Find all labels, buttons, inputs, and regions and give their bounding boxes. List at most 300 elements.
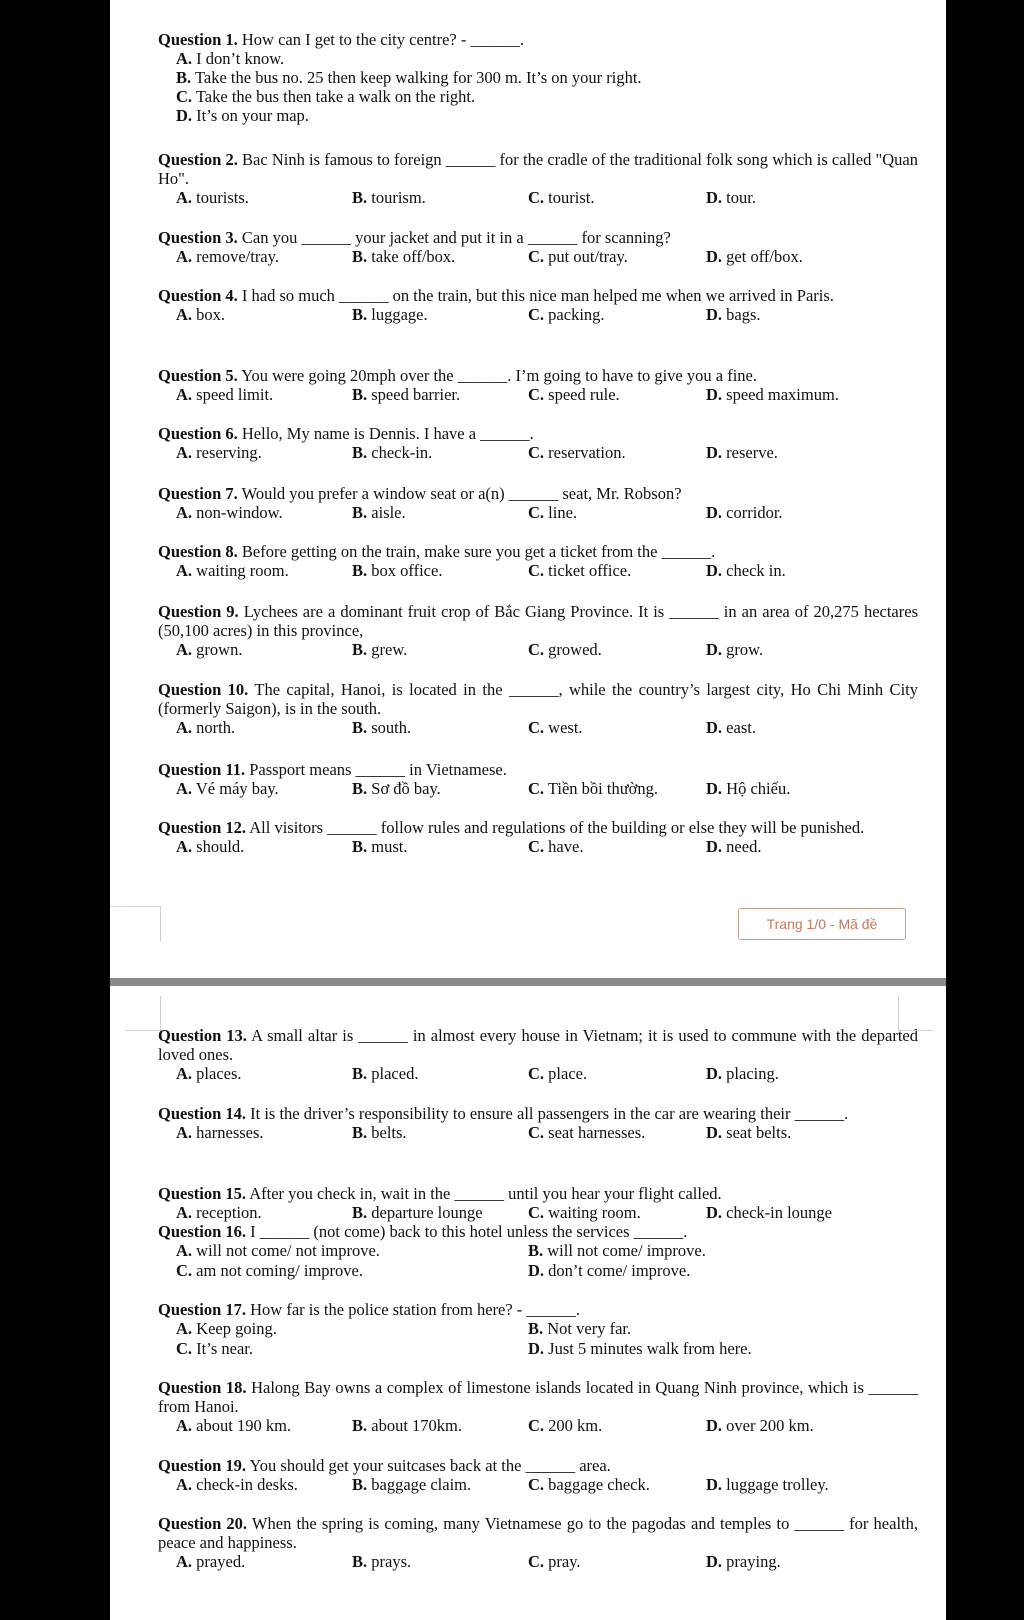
option-letter: C. [176,1339,193,1358]
answer-option[interactable] [352,188,426,207]
option-letter: B. [352,385,368,404]
question-stem [158,1104,918,1123]
option-letter: A. [176,837,193,856]
question-number: Question 18. [158,1378,247,1397]
answer-option[interactable] [176,837,244,856]
answer-row [176,1416,918,1436]
option-letter: D. [706,779,723,798]
option-text: have. [544,837,584,856]
option-letter: C. [528,718,545,737]
answer-row [176,837,918,857]
answer-row [176,49,918,68]
option-text: prays. [367,1552,412,1571]
option-text: Vé máy bay. [192,779,279,798]
option-text: speed limit. [192,385,274,404]
answer-option[interactable] [528,1319,631,1338]
option-letter: D. [176,106,193,125]
option-letter: A. [176,1203,193,1222]
option-text: about 170km. [367,1416,463,1435]
answer-option[interactable] [176,443,262,462]
answer-row [176,561,918,581]
option-text: remove/tray. [192,247,279,266]
option-text: check in. [722,561,786,580]
answer-option[interactable] [706,1203,832,1222]
option-letter: A. [176,779,193,798]
answer-row [176,68,918,87]
option-text: box office. [367,561,443,580]
option-text: luggage. [367,305,428,324]
option-text: speed maximum. [722,385,839,404]
option-text: 200 km. [544,1416,603,1435]
answer-row [176,443,918,463]
question-stem [158,760,918,779]
answer-option[interactable] [176,1203,262,1222]
question-text: All visitors ______ follow rules and regulations of the building or else they will be punished. [246,818,865,837]
question-stem [158,484,918,503]
answer-row [176,106,918,125]
option-text: placed. [367,1064,419,1083]
option-letter: D. [706,385,723,404]
answer-option[interactable] [352,443,432,462]
option-text: seat harnesses. [544,1123,646,1142]
answer-row [176,188,918,208]
option-letter: A. [176,1241,193,1260]
answer-option[interactable] [528,247,628,266]
option-letter: C. [528,779,545,798]
answer-option[interactable] [706,305,761,324]
answer-option[interactable] [176,1475,298,1494]
option-letter: B. [352,1475,368,1494]
answer-option[interactable] [706,561,786,580]
option-text: places. [192,1064,242,1083]
answer-option[interactable] [176,385,273,404]
answer-option[interactable] [352,385,460,404]
question-block [158,602,918,660]
answer-option[interactable] [352,640,407,659]
question-text: Hello, My name is Dennis. I have a ______. [237,424,534,443]
answer-option[interactable] [528,1123,645,1142]
answer-option[interactable] [176,106,309,125]
answer-option[interactable] [528,1241,706,1260]
option-text: Tiền bồi thường. [544,779,658,798]
question-number: Question 2. [158,150,238,169]
answer-option[interactable] [352,1203,483,1222]
question-stem [158,1378,918,1416]
question-stem [158,286,918,305]
option-text: check-in. [367,443,433,462]
question-block [158,1514,918,1572]
question-text: Would you prefer a window seat or a(n) ______ seat, Mr. Robson? [237,484,682,503]
option-letter: B. [352,561,368,580]
option-letter: D. [706,503,723,522]
answer-option[interactable] [176,49,284,68]
option-letter: C. [528,837,545,856]
answer-option[interactable] [528,561,631,580]
question-text: You were going 20mph over the ______. I’m going to have to give you a fine. [237,366,757,385]
exam-page-2 [110,986,946,1620]
option-letter: C. [528,1203,545,1222]
footer-rule [110,906,126,907]
answer-option[interactable] [352,561,442,580]
question-stem [158,602,918,640]
answer-option[interactable] [176,779,279,798]
answer-option[interactable] [176,87,475,106]
answer-option[interactable] [706,779,790,798]
answer-option[interactable] [706,640,763,659]
answer-option[interactable] [176,718,235,737]
answer-option[interactable] [528,1203,641,1222]
option-text: east. [722,718,756,737]
option-letter: B. [352,305,368,324]
option-text: take off/box. [367,247,456,266]
answer-option[interactable] [528,385,620,404]
answer-option[interactable] [352,503,406,522]
answer-option[interactable] [176,305,225,324]
question-text: Halong Bay owns a complex of limestone islands located in Quang Ninh province, which is ______ from Hanoi. [158,1378,918,1416]
question-number: Question 6. [158,424,238,443]
option-letter: D. [706,247,723,266]
answer-option[interactable] [176,561,289,580]
answer-option[interactable] [706,443,778,462]
question-number: Question 13. [158,1026,247,1045]
option-letter: B. [352,443,368,462]
answer-option[interactable] [176,1261,363,1280]
option-text: north. [192,718,236,737]
option-letter: B. [352,1123,368,1142]
option-text: pray. [544,1552,581,1571]
answer-row [176,718,918,738]
option-text: corridor. [722,503,783,522]
option-text: should. [192,837,245,856]
option-text: seat belts. [722,1123,792,1142]
option-letter: C. [528,1552,545,1571]
option-text: don’t come/ improve. [544,1261,691,1280]
option-letter: D. [706,1475,723,1494]
question-text: After you check in, wait in the ______ until you hear your flight called. [246,1184,722,1203]
option-text: line. [544,503,578,522]
option-letter: A. [176,443,193,462]
question-number: Question 5. [158,366,238,385]
answer-option[interactable] [176,1319,277,1338]
question-block [158,150,918,208]
answer-option[interactable] [528,640,602,659]
option-letter: A. [176,188,193,207]
question-text: Lychees are a dominant fruit crop of Bắc Giang Province. It is ______ in an area of 20,275 hectares (50,100 acres) in this province, [158,602,918,640]
answer-option[interactable] [352,247,455,266]
option-letter: B. [352,718,368,737]
option-letter: D. [706,1203,723,1222]
option-text: need. [722,837,762,856]
answer-option[interactable] [176,1123,264,1142]
option-text: tourism. [367,188,426,207]
answer-option[interactable] [176,1339,253,1358]
option-text: will not come/ improve. [543,1241,706,1260]
option-letter: D. [706,561,723,580]
answer-option[interactable] [528,1475,650,1494]
option-letter: B. [352,247,368,266]
option-letter: A. [176,1475,193,1494]
option-text: growed. [544,640,602,659]
answer-option[interactable] [352,1064,418,1083]
answer-option[interactable] [352,1416,462,1435]
answer-option[interactable] [352,837,407,856]
answer-option[interactable] [706,837,761,856]
question-number: Question 12. [158,818,247,837]
question-number: Question 1. [158,30,238,49]
answer-row [176,247,918,267]
option-text: must. [367,837,408,856]
option-letter: B. [528,1319,544,1338]
answer-row [176,1475,918,1495]
option-letter: C. [528,640,545,659]
option-text: ticket office. [544,561,632,580]
answer-option[interactable] [706,188,756,207]
answer-option[interactable] [176,247,279,266]
question-text: Can you ______ your jacket and put it in a ______ for scanning? [237,228,671,247]
answer-row [176,1203,918,1223]
answer-option[interactable] [528,837,583,856]
option-text: over 200 km. [722,1416,814,1435]
question-stem [158,1514,918,1552]
answer-row [176,1319,918,1339]
question-number: Question 11. [158,760,246,779]
answer-option[interactable] [176,640,242,659]
answer-option[interactable] [706,1552,781,1571]
question-block [158,286,918,325]
option-letter: C. [528,305,545,324]
option-text: reserve. [722,443,778,462]
option-text: baggage claim. [367,1475,472,1494]
answer-option[interactable] [528,503,577,522]
question-number: Question 9. [158,602,239,621]
question-stem [158,818,918,837]
answer-row [176,1261,918,1281]
option-text: get off/box. [722,247,803,266]
answer-option[interactable] [528,305,605,324]
option-letter: A. [176,1123,193,1142]
question-text: Before getting on the train, make sure you get a ticket from the ______. [237,542,716,561]
answer-option[interactable] [528,1416,602,1435]
option-text: south. [367,718,412,737]
option-letter: C. [528,385,545,404]
option-text: Keep going. [192,1319,277,1338]
crop-mark [898,996,933,1031]
answer-row [176,1339,918,1359]
question-stem [158,1184,918,1203]
option-letter: D. [706,1416,723,1435]
question-block [158,1456,918,1495]
question-stem [158,366,918,385]
answer-option[interactable] [528,1552,581,1571]
option-letter: C. [176,1261,193,1280]
answer-option[interactable] [352,1552,411,1571]
option-text: speed rule. [544,385,620,404]
answer-option[interactable] [706,1123,791,1142]
question-number: Question 3. [158,228,238,247]
option-letter: D. [706,443,723,462]
answer-option[interactable] [528,188,594,207]
answer-option[interactable] [706,718,756,737]
option-letter: B. [352,640,368,659]
option-text: baggage check. [544,1475,650,1494]
option-text: grown. [192,640,243,659]
option-letter: A. [176,1552,193,1571]
answer-option[interactable] [352,718,411,737]
option-letter: C. [528,1123,545,1142]
answer-option[interactable] [176,68,642,87]
option-letter: A. [176,49,193,68]
answer-row [176,1552,918,1572]
option-letter: B. [176,68,192,87]
option-text: non-window. [192,503,283,522]
question-block [158,1184,918,1223]
option-text: praying. [722,1552,781,1571]
question-block [158,484,918,523]
question-number: Question 17. [158,1300,247,1319]
answer-option[interactable] [176,1552,245,1571]
option-text: departure lounge [367,1203,483,1222]
option-text: reception. [192,1203,262,1222]
question-block [158,1222,918,1281]
answer-row [176,503,918,523]
question-number: Question 14. [158,1104,247,1123]
option-letter: B. [352,1416,368,1435]
answer-option[interactable] [352,305,428,324]
question-stem [158,1456,918,1475]
answer-option[interactable] [528,443,626,462]
option-text: Not very far. [543,1319,632,1338]
answer-option[interactable] [352,1123,407,1142]
option-letter: D. [528,1339,545,1358]
answer-row [176,640,918,660]
question-stem [158,424,918,443]
option-text: tour. [722,188,756,207]
answer-option[interactable] [528,718,583,737]
option-letter: D. [706,718,723,737]
answer-row [176,1241,918,1261]
question-block [158,366,918,405]
answer-option[interactable] [706,385,839,404]
question-number: Question 20. [158,1514,248,1533]
question-stem [158,150,918,188]
option-letter: A. [176,1319,193,1338]
question-block [158,818,918,857]
question-number: Question 4. [158,286,238,305]
answer-option[interactable] [706,247,803,266]
answer-option[interactable] [528,1339,752,1358]
answer-row [176,779,918,799]
question-block [158,1300,918,1359]
question-text: How far is the police station from here? - ______. [246,1300,581,1319]
answer-option[interactable] [528,1261,690,1280]
option-letter: C. [528,561,545,580]
question-number: Question 16. [158,1222,247,1241]
exam-page-1 [110,0,946,980]
answer-option[interactable] [706,1064,779,1083]
option-letter: A. [176,1416,193,1435]
answer-option[interactable] [352,1475,471,1494]
option-text: check-in desks. [192,1475,298,1494]
option-letter: A. [176,247,193,266]
question-number: Question 15. [158,1184,247,1203]
answer-option[interactable] [706,1475,829,1494]
option-letter: D. [706,1123,723,1142]
option-text: packing. [544,305,605,324]
option-letter: D. [706,305,723,324]
option-letter: D. [528,1261,545,1280]
option-letter: A. [176,718,193,737]
answer-option[interactable] [706,1416,814,1435]
question-block [158,1026,918,1084]
answer-option[interactable] [706,503,783,522]
answer-row [176,1123,918,1143]
answer-row [176,87,918,106]
option-text: put out/tray. [544,247,628,266]
option-letter: C. [528,1475,545,1494]
answer-option[interactable] [176,1241,380,1260]
option-letter: C. [528,443,545,462]
answer-option[interactable] [176,1416,291,1435]
answer-option[interactable] [176,1064,242,1083]
question-text: You should get your suitcases back at the ______ area. [246,1456,611,1475]
answer-option[interactable] [528,1064,587,1083]
option-text: placing. [722,1064,779,1083]
question-block [158,1104,918,1143]
answer-option[interactable] [352,779,441,798]
question-stem [158,228,918,247]
answer-row [176,1064,918,1084]
question-number: Question 8. [158,542,238,561]
option-letter: C. [528,503,545,522]
option-letter: C. [176,87,193,106]
option-letter: A. [176,385,193,404]
option-letter: B. [352,1552,368,1571]
option-letter: A. [176,1064,193,1083]
question-block [158,30,918,125]
option-letter: B. [352,1064,368,1083]
answer-option[interactable] [176,188,249,207]
option-text: box. [192,305,226,324]
option-letter: D. [706,1064,723,1083]
question-stem [158,680,918,718]
question-text: It is the driver’s responsibility to ensure all passengers in the car are wearing their ______. [246,1104,849,1123]
question-stem [158,1222,918,1241]
question-block [158,680,918,738]
option-text: am not coming/ improve. [192,1261,363,1280]
question-block [158,1378,918,1436]
option-letter: B. [352,1203,368,1222]
option-letter: B. [352,503,368,522]
option-text: Just 5 minutes walk from here. [544,1339,752,1358]
option-text: aisle. [367,503,406,522]
option-letter: D. [706,1552,723,1571]
question-text: The capital, Hanoi, is located in the ______, while the country’s largest city, Ho Chi Minh City (formerly Saigon), is in the south. [158,680,918,718]
option-letter: C. [528,188,545,207]
crop-mark [126,906,161,941]
option-letter: D. [706,640,723,659]
question-text: Passport means ______ in Vietnamese. [245,760,507,779]
option-text: grow. [722,640,764,659]
option-letter: A. [176,503,193,522]
answer-option[interactable] [176,503,283,522]
option-text: speed barrier. [367,385,461,404]
option-text: It’s near. [192,1339,253,1358]
option-letter: B. [528,1241,544,1260]
question-stem [158,1026,918,1064]
answer-option[interactable] [528,779,658,798]
option-letter: A. [176,640,193,659]
question-block [158,228,918,267]
